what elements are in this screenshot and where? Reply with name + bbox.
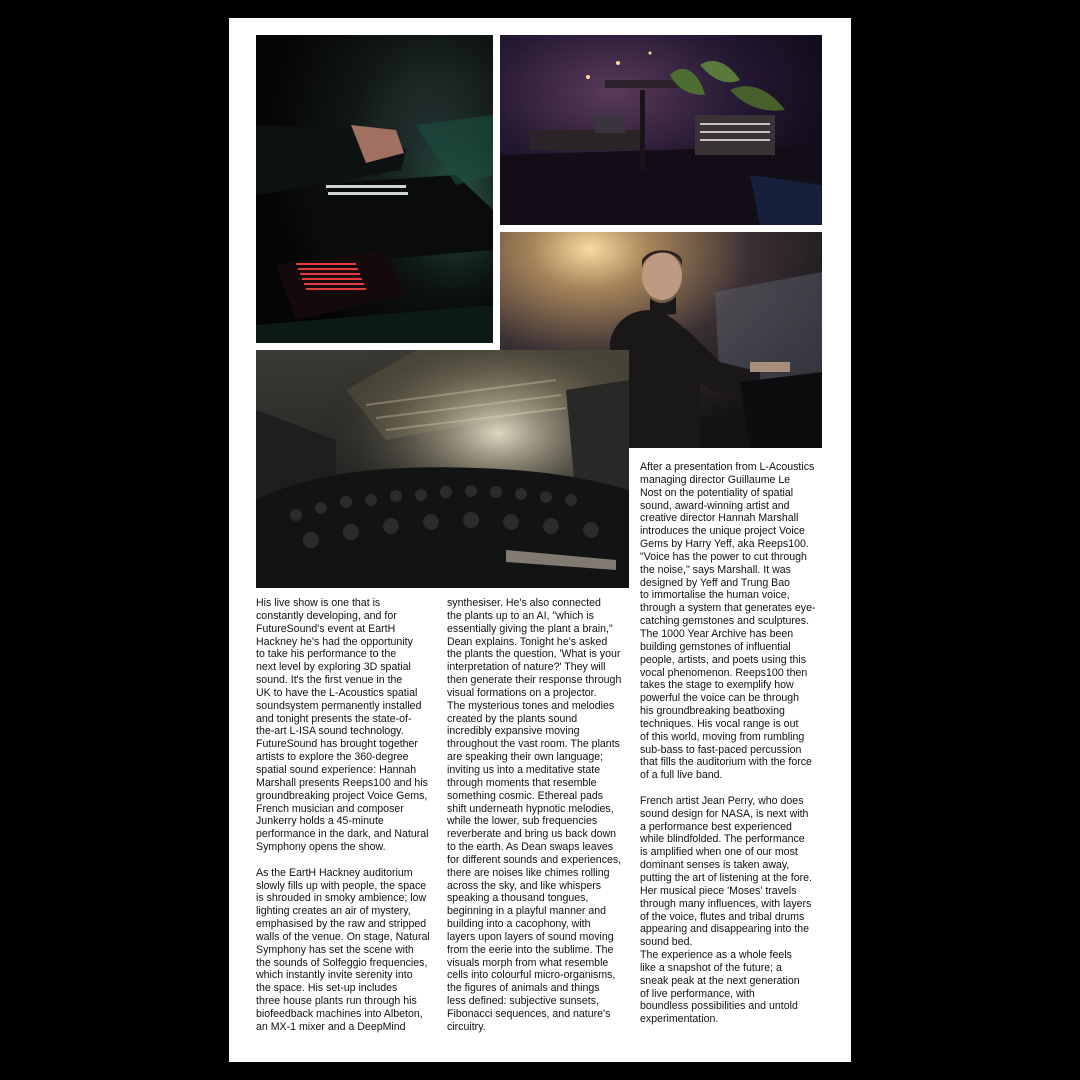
body-paragraph: His live show is one that is constantly developing, and for FutureSound's event at EartH Hackney he's had the opportunity to take his performance to the next level by exploring 3D spatial sound. It's the first venue in the UK to have the L-Acoustics spatial soundsystem permanently installed and tonight presents the state-of- the-art L-ISA sound technology. FutureSound has brought together artists to explore the 360-degree spatial sound experience: Hannah Marshall presents Reeps100 and his groundbreaking project Voice Gems, French musician and composer Junkerry holds a 45-minute performance in the dark, and Natural Symphony opens the show. xyxy=(256,597,429,854)
body-paragraph: synthesiser. He's also connected the plants up to an AI, "which is essentially giving the plant a brain," Dean explains. Tonight he's asked the plants the question, 'What is your interpretation of nature?' They will then generate their response through visual formations on a projector. The mysterious tones and melodies created by the plants sound incredibly expansive moving throughout the vast room. The plants are speaking their own language; inviting us into a meditative state through moments that resemble something cosmic. Ethereal pads shift underneath hypnotic melodies, while the lower, sub frequencies reverberate and bring us back down to the earth. As Dean swaps leaves for different sounds and experiences, there are noises like chimes rolling across the sky, and like whispers speaking a thousand tongues, beginning in a playful manner and building into a cacophony, with layers upon layers of sound moving from the eerie into the sublime. The visuals morph from what resemble cells into colourful micro-organisms, the figures of animals and things less defined: subjective sunsets, Fibonacci sequences, and nature's circuitry. xyxy=(447,597,622,1033)
photo-synth-controller xyxy=(256,35,493,343)
magazine-page xyxy=(229,18,851,1062)
article-column-3 xyxy=(640,461,830,1026)
body-paragraph: After a presentation from L-Acoustics managing director Guillaume Le Nost on the potentiality of spatial sound, award-winning artist and creative director Hannah Marshall introduces the unique project Voice Gems by Harry Yeff, aka Reeps100. "Voice has the power to cut through the noise," says Marshall. It was designed by Yeff and Trung Bao to immortalise the human voice, through a system that generates eye- catching gemstones and sculptures. The 1000 Year Archive has been building gemstones of influential people, artists, and poets using this vocal phenomenon. Reeps100 then takes the stage to exemplify how powerful the voice can be through his groundbreaking beatboxing techniques. His vocal range is out of this world, moving from rumbling sub-bass to fast-paced percussion that fills the auditorium with the force of a full live band. xyxy=(640,461,816,782)
body-paragraph: The experience as a whole feels like a snapshot of the future; a sneak peak at the next generation of live performance, with boundless possibilities and untold experimentation. xyxy=(640,949,800,1026)
photo-auditorium-audience xyxy=(256,350,629,588)
body-paragraph: French artist Jean Perry, who does sound design for NASA, is next with a performance best experienced while blindfolded. The performance is amplified when one of our most dominant senses is taken away, putting the art of listening at the fore. Her musical piece 'Moses' travels through many influences, with layers of the voice, flutes and tribal drums appearing and disappearing into the sound bed. xyxy=(640,794,812,949)
article-column-2 xyxy=(447,597,637,1034)
body-paragraph: As the EartH Hackney auditorium slowly fills up with people, the space is shrouded in smoky ambience; low lighting creates an air of mystery, emphasised by the raw and stripped walls of the venue. On stage, Natural Symphony has set the scene with the sounds of Solfeggio frequencies, which instantly invite serenity into the space. His set-up includes three house plants run through his biofeedback machines into Albeton, an MX-1 mixer and a DeepMind xyxy=(256,866,430,1033)
article-column-1 xyxy=(256,597,446,1034)
photo-stage-setup xyxy=(500,35,822,225)
